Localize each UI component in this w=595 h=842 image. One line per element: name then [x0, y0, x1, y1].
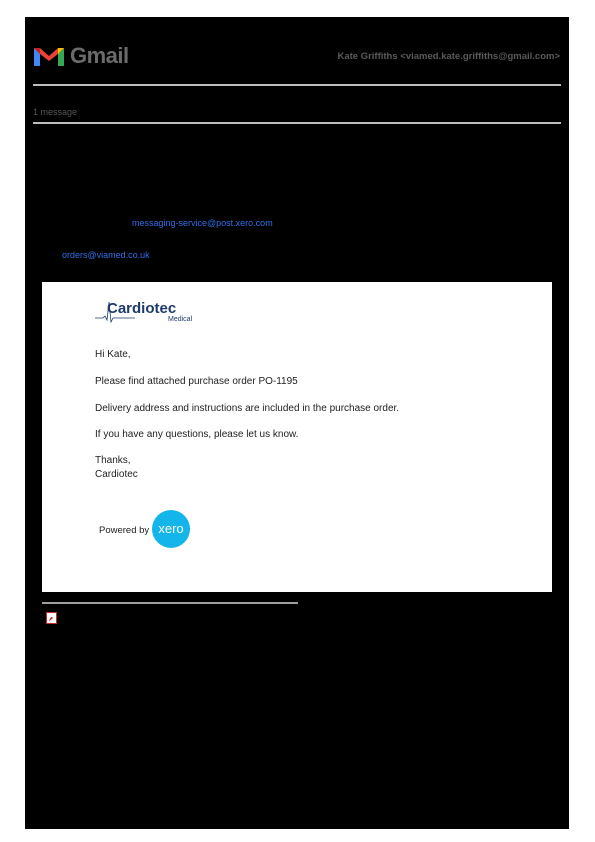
pdf-icon[interactable]	[46, 612, 57, 624]
sender-email-link[interactable]: messaging-service@post.xero.com	[132, 218, 273, 228]
body-line-2: Delivery address and instructions are included in the purchase order.	[95, 403, 400, 414]
recipient-email-link[interactable]: orders@viamed.co.uk	[62, 250, 150, 260]
cardiotec-logo	[95, 296, 205, 326]
header-divider	[33, 84, 561, 86]
signoff: Thanks,	[95, 455, 131, 466]
greeting: Hi Kate,	[95, 349, 131, 360]
brand-subtitle: Medical	[168, 316, 193, 323]
message-count: 1 message	[33, 107, 78, 117]
message-body	[42, 282, 552, 592]
xero-logo[interactable]: xero	[152, 510, 190, 548]
thread-divider	[33, 122, 561, 124]
body-line-1: Please find attached purchase order PO-1195	[95, 376, 298, 387]
attachment-divider	[42, 602, 298, 604]
body-line-3: If you have any questions, please let us know.	[95, 429, 299, 440]
brand-name: Cardiotec	[107, 300, 177, 317]
powered-by-label: Powered by	[99, 525, 150, 536]
signature: Cardiotec	[95, 469, 138, 480]
gmail-logo-icon	[32, 44, 66, 68]
account-label: Kate Griffiths <viamed.kate.griffiths@gmail.com>	[337, 51, 560, 62]
gmail-wordmark: Gmail	[70, 43, 129, 68]
